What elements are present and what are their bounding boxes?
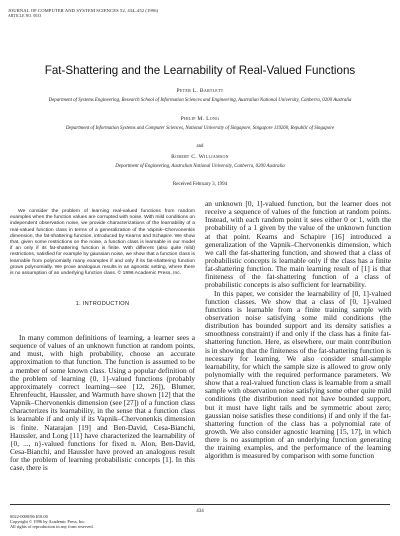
body-right-column — [205, 200, 391, 461]
received-date: Received February 3, 1994 — [172, 182, 228, 187]
abstract-text: We consider the problem of learning real-valued functions from random examples when the function values are corrupted with noise. With mild conditions on independent observation noise, we provide characterizations of the learnability of a real-valued function class in terms of a generalization of the Vapnik–Chervonenkis dimension, the fat-shattering function, introduced by Kearns and Schapire. We show that, given some restrictions on the noise, a function class is learnable in our model if an only if its fat-shattering function is finite. With different (also quite mild) restrictions, satisfied for example by gaussian noise, we show that a function class is learnable from polynomially many examples if and only if its fat-shattering function grows polynomially. We prove analogous results in an agnostic setting, where there is no assumption of an underlying function class. — [10, 209, 195, 276]
author-name: Robert C. Williamson — [171, 154, 229, 160]
footer-rule — [10, 504, 390, 505]
and-separator: and — [196, 144, 204, 149]
body-paragraph: an unknown [0, 1]-valued function, but the learner does not receive a sequence of values of the function at random points. Instead, with each random point it sees either 0 or 1, with the probability of a 1 given by the value of the unknown function at that point. Kearns and Schapire [16] introduced a generalization of the Vapnik–Chervonenkis dimension, which we call the fat-shattering function, and showed that a class of probabilistic concepts is learnable only if the class has a finite fat-shattering function. The main learning result of [1] is that finiteness of the fat-shattering function of a class of probabilistic concepts is also sufficient for learnability. — [205, 199, 391, 290]
author-affiliation: Department of Engineering, Australian National University, Canberra, 0200 Australia — [115, 164, 285, 169]
page-number: 434 — [196, 509, 204, 514]
abstract-copyright: © 1996 Academic Press, Inc. — [117, 270, 182, 276]
section-heading: 1. INTRODUCTION — [75, 301, 130, 307]
abstract — [10, 209, 195, 277]
author-affiliation: Department of Information Systems and Computer Sciences, National University of Singapore, Singapore 119260, Republic of Singapore — [65, 126, 335, 131]
author-name: Peter L. Bartlett — [176, 88, 224, 94]
copyright-block — [10, 514, 210, 529]
body-paragraph: In this paper, we consider the learnability of [0, 1]-valued function classes. We show that a class of [0, 1]-valued functions is learnable from a finite training sample with observation noise satisfying some mild conditions (the distribution has bounded support and its density satisfies a smoothness constraint) if and only if the class has a finite fat-shattering function. Here, as elsewhere, our main contribution is in showing that the finiteness of the fat-shattering function is necessary for learning. We also consider small-sample learnability, for which the sample size is allowed to grow only polynomially with the required performance parameters. We show that a real-valued function class is learnable from a small sample with observation noise satisfying some other quite mild conditions (the distribution need not have bounded support, but it must have light tails and be symmetric about zero; gaussian noise satisfies these conditions) if and only if the fat-shattering function of the class has a polynomial rate of growth. We also consider agnostic learning [15, 17], in which there is no assumption of an underlying function generating the training examples, and the performance of the learning algorithm is measured by comparison with some function — [205, 288, 391, 461]
body-paragraph: In many common definitions of learning, a learner sees a sequence of values of an unknown function at random points, and must, with high probability, choose an accurate approximation to that function. The function is assumed to be a member of some known class. Using a popular definition of the problem of learning {0, 1}-valued functions (probably approximately correct learning—see [12, 26]), Blumer, Ehrenfeucht, Haussler, and Warmuth have shown [12] that the Vapnik–Chervonenkis dimension (see [27]) of a function class characterizes its learnability, in the sense that a function class is learnable if and only if its Vapnik–Chervonenkis dimension is finite. Natarajan [19] and Ben-David, Cesa-Bianchi, Haussler, and Long [11] have characterized the learnability of {0, ..., n}-valued functions for fixed n. Alon, Ben-David, Cesa-Bianchi, and Haussler have proved an analogous result for the problem of learning probabilistic concepts [1]. In this case, there is — [10, 333, 195, 473]
rights-line: All rights of reproduction in any form reserved. — [10, 524, 94, 530]
article-number: ARTICLE NO. 0033 — [8, 13, 42, 18]
paper-title: Fat-Shattering and the Learnability of Real-Valued Functions — [44, 64, 356, 77]
journal-citation: JOURNAL OF COMPUTER AND SYSTEM SCIENCES 52, 434–452 (1996) — [8, 8, 159, 13]
author-name: Philip M. Long — [180, 116, 220, 122]
journal-header — [8, 8, 158, 18]
copyright-line: Copyright © 1996 by Academic Press, Inc. — [10, 519, 86, 525]
issn-line: 0022-0000/96 $18.00 — [10, 514, 48, 519]
author-affiliation: Department of Systems Engineering, Research School of Information Sciences and Engineering, Australian National University, Canberra, 0200 Australia — [48, 98, 352, 103]
body-left-column — [10, 334, 195, 472]
